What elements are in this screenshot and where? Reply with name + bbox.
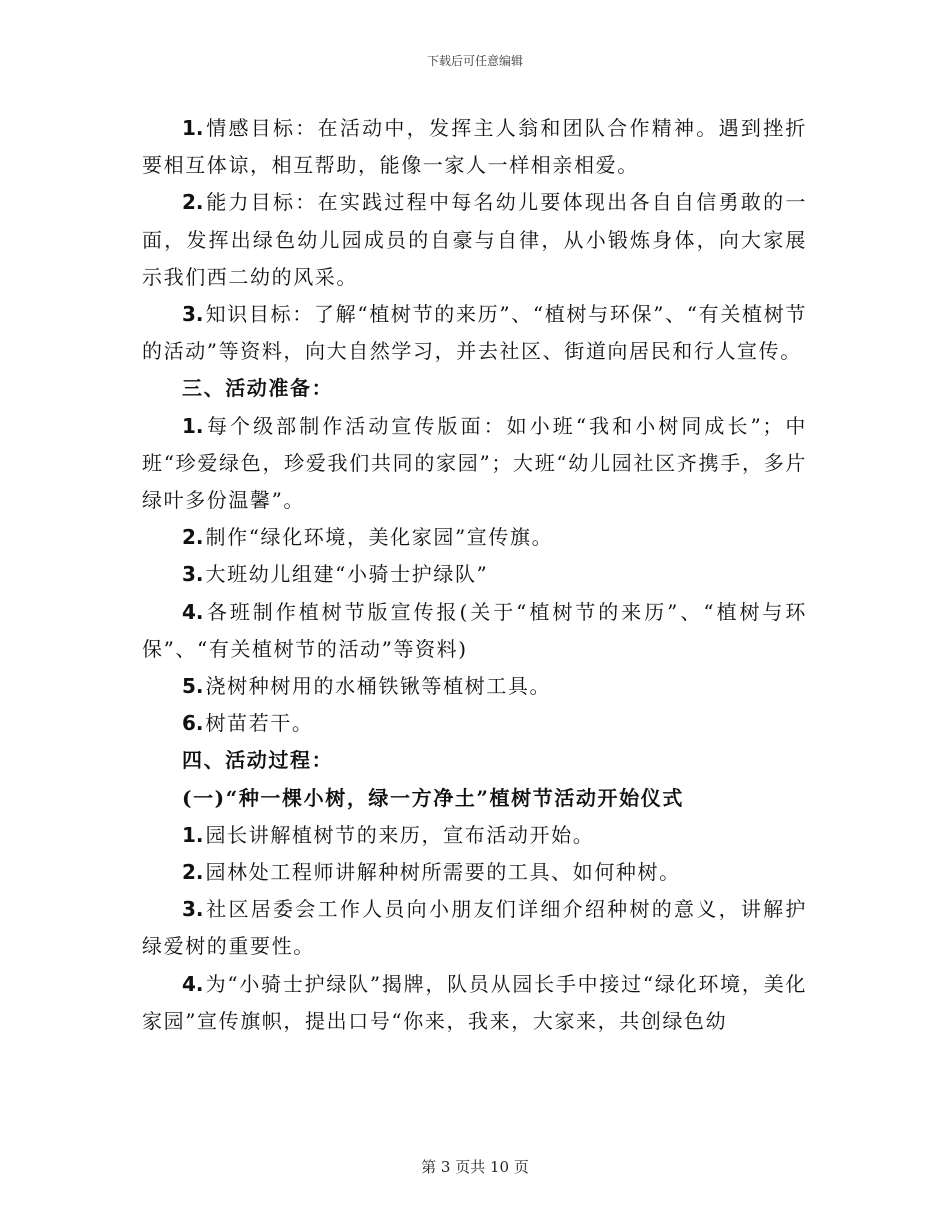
paragraph-text: 园长讲解植树节的来历，宣布活动开始。 bbox=[205, 822, 595, 847]
heading-text: 四、活动过程： bbox=[182, 748, 334, 773]
item-number: 1. bbox=[182, 413, 204, 438]
item-number: 2. bbox=[182, 525, 204, 550]
paragraph-text: 为“小骑士护绿队”揭牌，队员从园长手中接过“绿化环境，美化家园”宣传旗帜，提出口号“你来，我来，大家来，共创绿色幼 bbox=[142, 971, 807, 1033]
prep-item bbox=[142, 408, 807, 520]
prep-item bbox=[142, 519, 807, 556]
paragraph-text: 每个级部制作活动宣传版面：如小班“我和小树同成长”；中班“珍爱绿色，珍爱我们共同的家园”；大班“幼儿园社区齐携手，多片绿叶多份温馨”。 bbox=[142, 413, 807, 513]
process-item bbox=[142, 817, 807, 854]
paragraph-text: 知识目标：了解“植树节的来历”、“植树与环保”、“有关植树节的活动”等资料，向大自然学习，并去社区、街道向居民和行人宣传。 bbox=[142, 302, 807, 364]
prep-item bbox=[142, 594, 807, 668]
item-number: 2. bbox=[182, 190, 204, 215]
item-number: 2. bbox=[182, 860, 204, 885]
paragraph-text: 园林处工程师讲解种树所需要的工具、如何种树。 bbox=[205, 860, 681, 885]
item-number: 5. bbox=[182, 674, 204, 699]
paragraph-text: 大班幼儿组建“小骑士护绿队” bbox=[205, 562, 489, 587]
item-number: 3. bbox=[182, 897, 204, 922]
item-number: 3. bbox=[182, 302, 204, 327]
paragraph-text: 能力目标：在实践过程中每名幼儿要体现出各自自信勇敢的一面，发挥出绿色幼儿园成员的自豪与自律，从小锻炼身体，向大家展示我们西二幼的风采。 bbox=[142, 190, 807, 289]
section-heading-preparation bbox=[142, 370, 807, 407]
goal-ability-paragraph bbox=[142, 184, 807, 296]
item-number: 3. bbox=[182, 562, 204, 587]
paragraph-text: 社区居委会工作人员向小朋友们详细介绍种树的意义，讲解护绿爱树的重要性。 bbox=[142, 897, 807, 959]
heading-text: (一)“种一棵小树，绿一方净土”植树节活动开始仪式 bbox=[182, 785, 684, 810]
process-item bbox=[142, 891, 807, 965]
item-number: 1. bbox=[182, 822, 204, 847]
goal-knowledge-paragraph bbox=[142, 296, 807, 370]
heading-text: 三、活动准备： bbox=[182, 376, 334, 401]
item-number: 4. bbox=[182, 599, 204, 624]
page-header: 下载后可任意编辑 bbox=[426, 54, 523, 68]
prep-item bbox=[142, 556, 807, 593]
process-item bbox=[142, 966, 807, 1040]
subsection-heading-ceremony bbox=[142, 780, 807, 817]
paragraph-text: 各班制作植树节版宣传报(关于“植树节的来历”、“植树与环保”、“有关植树节的活动”等资料) bbox=[142, 599, 807, 661]
paragraph-text: 制作“绿化环境，美化家园”宣传旗。 bbox=[205, 525, 554, 550]
section-heading-process bbox=[142, 742, 807, 779]
prep-item bbox=[142, 705, 807, 742]
prep-item bbox=[142, 668, 807, 705]
item-number: 4. bbox=[182, 971, 204, 996]
paragraph-text: 树苗若干。 bbox=[205, 711, 314, 736]
page-footer: 第 3 页共 10 页 bbox=[421, 1158, 529, 1176]
paragraph-text: 情感目标：在活动中，发挥主人翁和团队合作精神。遇到挫折要相互体谅，相互帮助，能像一家人一样相亲相爱。 bbox=[142, 116, 807, 178]
item-number: 6. bbox=[182, 711, 204, 736]
item-number: 1. bbox=[182, 116, 204, 140]
paragraph-text: 浇树种树用的水桶铁锹等植树工具。 bbox=[205, 674, 552, 699]
process-item bbox=[142, 854, 807, 891]
document-body bbox=[142, 110, 807, 1040]
goal-emotion-paragraph bbox=[142, 110, 807, 184]
